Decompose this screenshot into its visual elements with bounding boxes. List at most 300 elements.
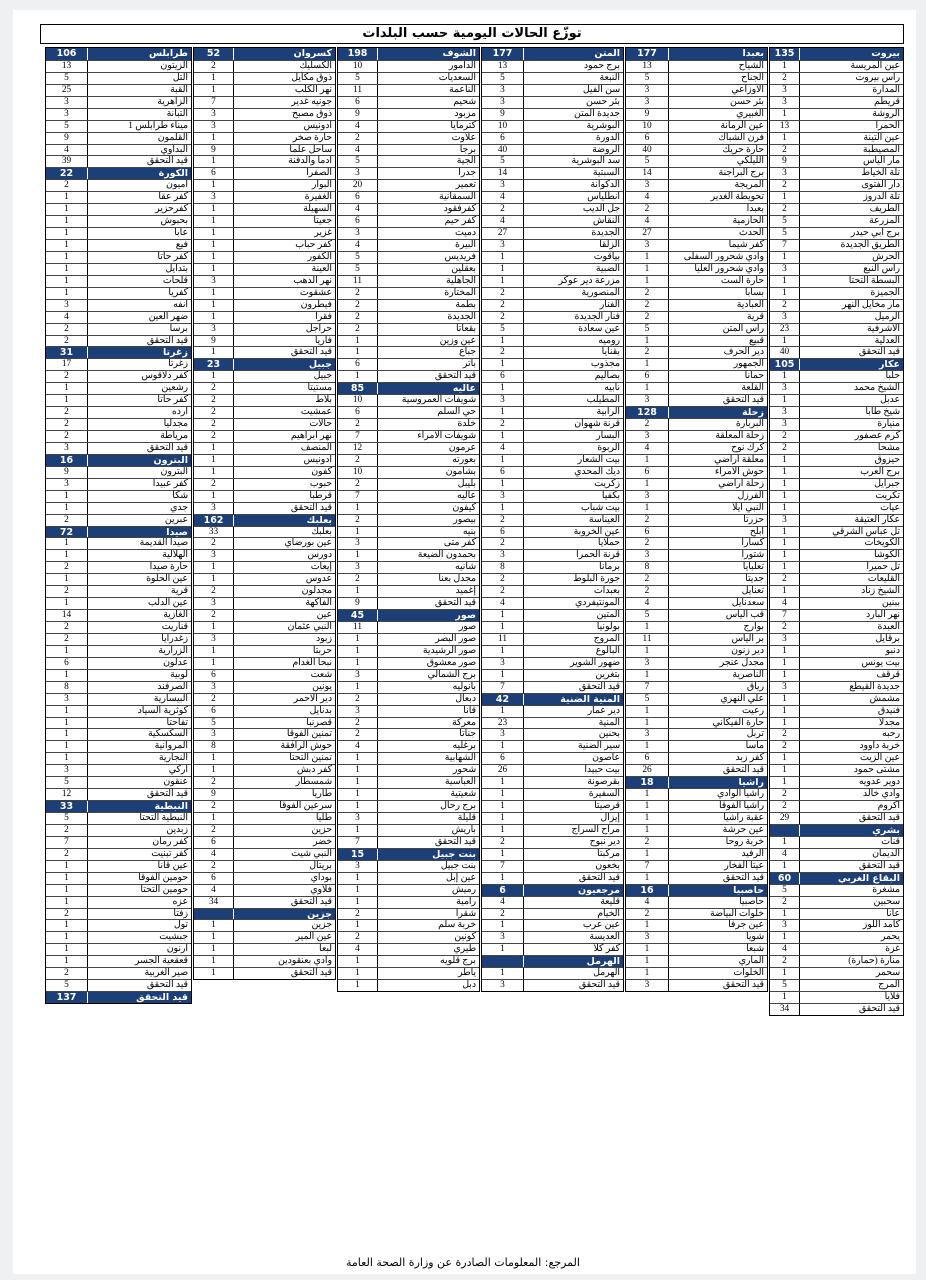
town-name: مجدل بعنا: [438, 574, 476, 585]
case-count: 1: [482, 706, 524, 717]
case-count: 1: [46, 252, 88, 263]
town-row: [482, 919, 623, 931]
town-row: [482, 227, 623, 239]
case-count: 39: [46, 156, 88, 167]
town-name: أميون: [166, 180, 188, 191]
case-count: 1: [194, 264, 234, 275]
town-row: [338, 466, 479, 478]
region-name: بيروت: [871, 48, 900, 59]
town-name: حومين التحتا: [140, 884, 188, 895]
case-count: 2: [338, 455, 378, 466]
case-count: 9: [46, 133, 88, 144]
case-count: 2: [626, 837, 669, 848]
town-row: [626, 824, 767, 836]
town-row: [194, 454, 335, 466]
region-name: جبيل: [308, 359, 332, 371]
town-name: زحلة أراضي: [718, 478, 764, 489]
town-row: [482, 549, 623, 561]
town-name: الزاهرية: [157, 96, 188, 107]
town-name: بقعاتا: [455, 323, 476, 334]
case-count: 3: [194, 121, 234, 132]
town-name: قرنة شهوان: [574, 419, 620, 430]
source-footer: المرجع: المعلومات الصادرة عن وزارة الصحة العامة: [346, 1256, 580, 1269]
town-row: [194, 537, 335, 549]
town-row: [626, 848, 767, 860]
town-name: أكروم: [877, 801, 900, 812]
case-count: 1: [194, 753, 234, 764]
case-count: 2: [194, 61, 234, 72]
town-name: حراجل: [305, 323, 332, 334]
town-name: شويفات العمروسية: [401, 395, 476, 406]
case-count: 13: [46, 61, 88, 72]
case-count: 1: [46, 383, 88, 394]
town-name: بحبوش: [160, 216, 188, 227]
region-header: [626, 884, 767, 896]
case-count: 6: [626, 467, 669, 478]
town-name: كفر كلا: [593, 944, 620, 955]
case-count: 2: [194, 825, 234, 836]
town-row: [482, 896, 623, 908]
case-count: 2: [482, 586, 524, 597]
town-row: [338, 502, 479, 514]
case-count: 1: [46, 897, 88, 908]
town-name: أدونيس: [303, 120, 332, 131]
case-count: 2: [46, 180, 88, 191]
town-row: [770, 442, 903, 454]
town-name: السكسكية: [147, 729, 188, 740]
case-count: 2: [626, 347, 669, 358]
case-count: 9: [626, 109, 669, 120]
case-count: 10: [338, 395, 378, 406]
case-count: 9: [194, 145, 234, 156]
town-name: قنات: [881, 836, 900, 847]
town-name: عرمون: [448, 442, 476, 453]
case-count: 6: [194, 168, 234, 179]
town-row: [338, 394, 479, 406]
town-row: [194, 96, 335, 108]
case-count: 2: [626, 515, 669, 526]
case-count: 40: [482, 145, 524, 156]
town-name: برج قلويه: [440, 956, 476, 967]
case-count: 2: [770, 801, 800, 812]
case-count: 1: [770, 371, 800, 382]
town-row: [338, 752, 479, 764]
town-row: [482, 191, 623, 203]
town-name: شعت: [310, 669, 332, 680]
case-count: 7: [770, 610, 800, 621]
case-count: 2: [770, 204, 800, 215]
town-row: [770, 752, 903, 764]
case-count: 3: [770, 682, 800, 693]
case-count: 1: [46, 753, 88, 764]
case-count: 1: [194, 312, 234, 323]
town-name: المريجة: [734, 180, 764, 191]
case-count: 1: [626, 718, 669, 729]
town-row: [770, 311, 903, 323]
town-name: برمانا: [599, 562, 620, 573]
region-header: [46, 526, 191, 538]
town-name: نبحا الغدام: [292, 657, 332, 668]
town-name: بلاط: [315, 395, 332, 406]
town-row: [482, 836, 623, 848]
town-row: [482, 931, 623, 943]
town-name: عين عرب: [582, 920, 620, 931]
town-row: [46, 418, 191, 430]
town-row: [46, 943, 191, 955]
case-count: 1: [770, 252, 800, 263]
town-name: الأشرفية: [866, 323, 900, 334]
town-row: [626, 239, 767, 251]
case-count: 13: [626, 61, 669, 72]
town-row: [46, 621, 191, 633]
town-row: [338, 179, 479, 191]
town-name: برج حمود: [583, 60, 620, 71]
region-header: [46, 991, 191, 1003]
town-row: [194, 705, 335, 717]
town-row: [626, 693, 767, 705]
case-count: 2: [770, 789, 800, 800]
town-row: [482, 633, 623, 645]
case-count: 3: [770, 312, 800, 323]
case-count: 2: [626, 909, 669, 920]
case-count: 1: [482, 479, 524, 490]
case-count: 3: [626, 729, 669, 740]
town-name: راشيا الفوقا: [718, 801, 764, 812]
case-count: 1: [626, 359, 669, 370]
case-count: 5: [338, 73, 378, 84]
town-row: [770, 299, 903, 311]
case-count: 2: [194, 383, 234, 394]
town-row: [194, 764, 335, 776]
town-name: القلمون: [157, 132, 188, 143]
town-row: [770, 144, 903, 156]
case-count: 4: [46, 312, 88, 323]
town-row: [338, 526, 479, 538]
town-row: [338, 239, 479, 251]
town-name: اركي: [168, 765, 188, 776]
town-row: [338, 657, 479, 669]
case-count: 1: [46, 956, 88, 967]
region-header: [46, 346, 191, 358]
town-name: بنيه: [462, 526, 476, 537]
town-name: عين وزين: [439, 335, 476, 346]
town-name: بحمدون الضيعة: [417, 550, 476, 561]
town-name: تل عباس الشرقي: [832, 526, 900, 537]
region-header: [194, 48, 335, 60]
town-name: النقاش: [592, 216, 620, 227]
town-row: [46, 96, 191, 108]
town-name: فاريا: [314, 335, 332, 346]
case-count: 7: [770, 240, 800, 251]
town-name: كفر دلاقوس: [141, 371, 188, 382]
town-name: إغميد: [455, 586, 476, 597]
town-name: جونيه غدير: [291, 96, 332, 107]
case-count: 1: [46, 885, 88, 896]
case-count: 4: [338, 741, 378, 752]
town-name: قليلة: [457, 813, 476, 823]
town-name: بخعون: [595, 860, 620, 871]
town-name: ضهر العين: [148, 311, 188, 322]
town-name: قيد التحقق: [578, 872, 620, 883]
town-row: [194, 502, 335, 514]
town-row: [770, 585, 903, 597]
town-name: وادي بعنقودين: [277, 956, 332, 967]
case-count: 1: [482, 849, 524, 860]
town-row: [46, 370, 191, 382]
town-name: كرم عصفور: [854, 431, 900, 441]
town-row: [626, 120, 767, 132]
town-row: [482, 943, 623, 955]
case-count: 2: [626, 300, 669, 311]
case-count: 3: [194, 324, 234, 335]
case-count: 3: [194, 550, 234, 561]
town-row: [46, 717, 191, 729]
town-row: [338, 908, 479, 920]
region-column: [769, 47, 904, 1016]
town-name: المختارة: [444, 287, 476, 298]
town-row: [626, 979, 767, 991]
case-count: 2: [770, 897, 800, 908]
case-count: 2: [626, 288, 669, 299]
town-name: قيد التحقق: [722, 872, 764, 883]
town-name: بعبدات: [593, 586, 620, 597]
town-row: [194, 800, 335, 812]
town-name: عاصون: [592, 753, 620, 764]
town-name: عين سعادة: [578, 323, 620, 334]
town-name: معلقة أراضي: [714, 454, 764, 465]
town-name: التل: [172, 72, 188, 83]
town-name: العبادية: [736, 299, 764, 310]
town-row: [338, 919, 479, 931]
town-row: [194, 394, 335, 406]
case-count: 2: [194, 407, 234, 418]
town-name: عين جرفا: [728, 920, 764, 931]
case-count: 6: [194, 873, 234, 884]
town-name: شقرا: [455, 908, 476, 919]
case-count: 1: [770, 276, 800, 287]
case-count: 7: [626, 861, 669, 872]
town-name: المروانية: [154, 741, 188, 752]
town-row: [626, 478, 767, 490]
case-count: 1: [194, 133, 234, 144]
town-name: أدونيس: [303, 454, 332, 465]
town-row: [194, 203, 335, 215]
town-name: بقنايا: [601, 347, 620, 358]
case-count: 3: [194, 276, 234, 287]
town-name: البسطة التحتا: [848, 275, 900, 286]
town-row: [194, 549, 335, 561]
region-total: 162: [194, 515, 234, 526]
case-count: 4: [770, 598, 800, 609]
town-name: بيت يونس: [861, 657, 900, 668]
case-count: 1: [626, 968, 669, 979]
case-count: 2: [338, 515, 378, 526]
town-row: [482, 394, 623, 406]
case-count: 7: [482, 682, 524, 693]
case-count: 17: [46, 359, 88, 370]
town-row: [194, 896, 335, 908]
case-count: 1: [46, 395, 88, 406]
town-name: برجا: [459, 144, 476, 155]
town-name: نهر الدهب: [293, 275, 332, 286]
town-name: الرابية: [596, 407, 620, 418]
town-name: مشحا: [877, 442, 900, 453]
town-row: [770, 251, 903, 263]
town-row: [338, 155, 479, 167]
town-name: بسابا: [744, 287, 764, 298]
case-count: 2: [194, 801, 234, 812]
town-name: عين قانا: [157, 860, 188, 871]
case-count: 3: [194, 503, 234, 514]
town-row: [46, 478, 191, 490]
case-count: 1: [338, 980, 378, 991]
town-row: [194, 681, 335, 693]
case-count: 1: [626, 479, 669, 490]
case-count: 2: [194, 538, 234, 549]
town-row: [194, 752, 335, 764]
town-row: [46, 191, 191, 203]
region-column: [625, 47, 768, 992]
town-name: قيد التحقق: [290, 968, 332, 979]
town-name: خربة سلم: [438, 920, 476, 931]
town-row: [338, 191, 479, 203]
town-row: [194, 967, 335, 979]
region-total: [482, 956, 524, 967]
case-count: 1: [482, 336, 524, 347]
town-row: [194, 848, 335, 860]
town-row: [46, 549, 191, 561]
town-row: [194, 299, 335, 311]
case-count: 2: [482, 574, 524, 585]
region-total: 128: [626, 407, 669, 418]
town-row: [338, 418, 479, 430]
case-count: 1: [194, 288, 234, 299]
town-row: [770, 370, 903, 382]
town-name: الخلوات: [733, 968, 764, 979]
case-count: 3: [46, 300, 88, 311]
case-count: 40: [770, 347, 800, 358]
case-count: 2: [46, 419, 88, 430]
case-count: 7: [338, 837, 378, 848]
town-row: [338, 227, 479, 239]
town-row: [770, 167, 903, 179]
case-count: 2: [482, 288, 524, 299]
case-count: 3: [46, 443, 88, 454]
town-row: [194, 860, 335, 872]
town-name: رعيت: [742, 705, 764, 716]
case-count: 2: [482, 538, 524, 549]
town-row: [770, 84, 903, 96]
town-name: قيد التحقق: [578, 681, 620, 692]
town-name: أبلح: [749, 526, 764, 537]
town-name: الغازية: [163, 610, 188, 621]
town-name: قصرنبا: [306, 717, 332, 728]
case-count: 2: [338, 288, 378, 299]
town-name: زكريت: [594, 478, 620, 489]
town-name: القلعة: [741, 383, 764, 394]
town-row: [46, 275, 191, 287]
town-name: رياق: [746, 681, 764, 692]
town-name: قيد التحقق: [146, 335, 188, 346]
town-row: [770, 490, 903, 502]
case-count: 3: [338, 813, 378, 824]
town-row: [338, 275, 479, 287]
town-row: [482, 800, 623, 812]
town-name: علي النهري: [720, 693, 764, 704]
case-count: 8: [482, 562, 524, 573]
town-row: [194, 287, 335, 299]
town-row: [770, 179, 903, 191]
case-count: 1: [626, 670, 669, 681]
town-name: بئر حسن: [586, 96, 620, 107]
case-count: 2: [770, 300, 800, 311]
town-row: [194, 776, 335, 788]
town-row: [482, 358, 623, 370]
region-total: 22: [46, 168, 88, 179]
town-row: [194, 60, 335, 72]
town-name: مجدليا: [163, 419, 188, 430]
case-count: 1: [338, 371, 378, 382]
case-count: 3: [482, 550, 524, 561]
town-row: [46, 108, 191, 120]
town-name: تفاحتا: [166, 717, 188, 728]
town-row: [338, 311, 479, 323]
town-name: كرك نوح: [731, 442, 764, 453]
case-count: 1: [338, 897, 378, 908]
case-count: 27: [626, 228, 669, 239]
region-name: البقاع الغربي: [837, 872, 900, 884]
town-name: دوير عدويه: [858, 777, 900, 788]
region-header: [338, 382, 479, 394]
town-row: [338, 454, 479, 466]
town-row: [46, 788, 191, 800]
town-name: تحويطة الغدير: [710, 192, 764, 203]
town-name: الرفيد: [741, 848, 764, 859]
case-count: 1: [770, 694, 800, 705]
town-row: [770, 764, 903, 776]
town-name: شبعا: [746, 944, 764, 955]
town-name: السمقانية: [439, 192, 476, 203]
town-row: [194, 430, 335, 442]
town-row: [194, 621, 335, 633]
town-row: [194, 215, 335, 227]
town-name: سير الضنية: [577, 741, 620, 752]
town-row: [338, 764, 479, 776]
town-row: [770, 549, 903, 561]
town-name: بعقلين: [451, 263, 476, 274]
town-name: نهر البارد: [865, 610, 900, 621]
case-count: 1: [46, 264, 88, 275]
town-name: قيد التحقق: [858, 1004, 900, 1014]
town-row: [338, 872, 479, 884]
case-count: 7: [338, 491, 378, 502]
case-count: 1: [46, 288, 88, 299]
case-count: 1: [194, 300, 234, 311]
town-name: شتورا: [741, 550, 764, 561]
case-count: 2: [770, 574, 800, 585]
case-count: 4: [338, 121, 378, 132]
case-count: 1: [770, 336, 800, 347]
case-count: 1: [626, 825, 669, 836]
town-row: [770, 382, 903, 394]
case-count: 2: [338, 479, 378, 490]
town-name: كفر زبد: [735, 753, 764, 764]
town-name: أرنون: [166, 944, 188, 955]
region-header: [770, 358, 903, 370]
town-row: [770, 275, 903, 287]
town-row: [46, 490, 191, 502]
town-name: حارة الست: [720, 275, 764, 286]
